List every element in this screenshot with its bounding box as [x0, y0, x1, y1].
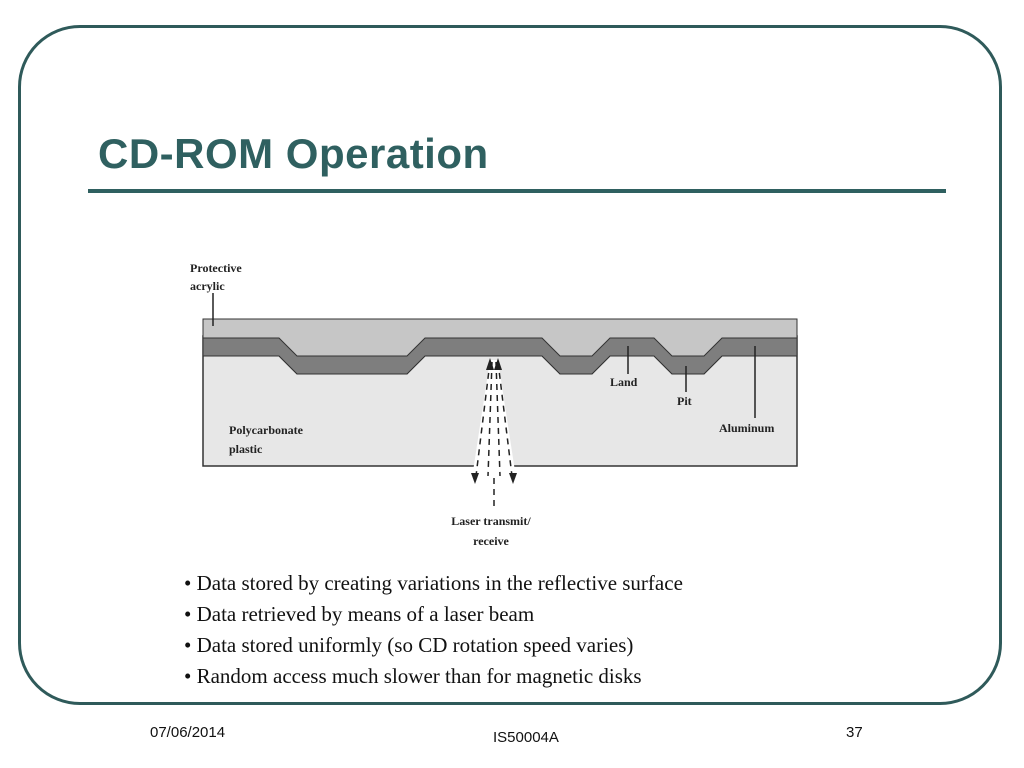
- title-underline: [88, 189, 946, 193]
- arrowhead-down-right-icon: [509, 473, 517, 484]
- label-pit: Pit: [677, 394, 692, 408]
- label-land: Land: [610, 375, 638, 389]
- label-protective-line1: Protective: [190, 261, 242, 275]
- slide-title: CD-ROM Operation: [98, 130, 489, 177]
- cd-cross-section-diagram: [170, 250, 820, 560]
- bullet-item: • Data retrieved by means of a laser beam: [184, 602, 535, 626]
- arrowhead-down-left-icon: [471, 473, 479, 484]
- label-laser-line2: receive: [473, 534, 509, 548]
- label-protective-line2: acrylic: [190, 279, 225, 293]
- label-poly-line2: plastic: [229, 442, 263, 456]
- label-poly-line1: Polycarbonate: [229, 423, 303, 437]
- bullet-item: • Data stored uniformly (so CD rotation speed varies): [184, 633, 634, 657]
- footer-course-code: IS50004A: [493, 729, 559, 746]
- footer-page-number: 37: [846, 724, 863, 741]
- label-aluminum: Aluminum: [719, 421, 775, 435]
- bullet-list: [184, 568, 683, 692]
- bullet-item: • Random access much slower than for magnetic disks: [184, 664, 642, 688]
- label-laser-line1: Laser transmit/: [451, 514, 531, 528]
- footer-date: 07/06/2014: [150, 724, 226, 741]
- bullet-item: • Data stored by creating variations in the reflective surface: [184, 571, 683, 595]
